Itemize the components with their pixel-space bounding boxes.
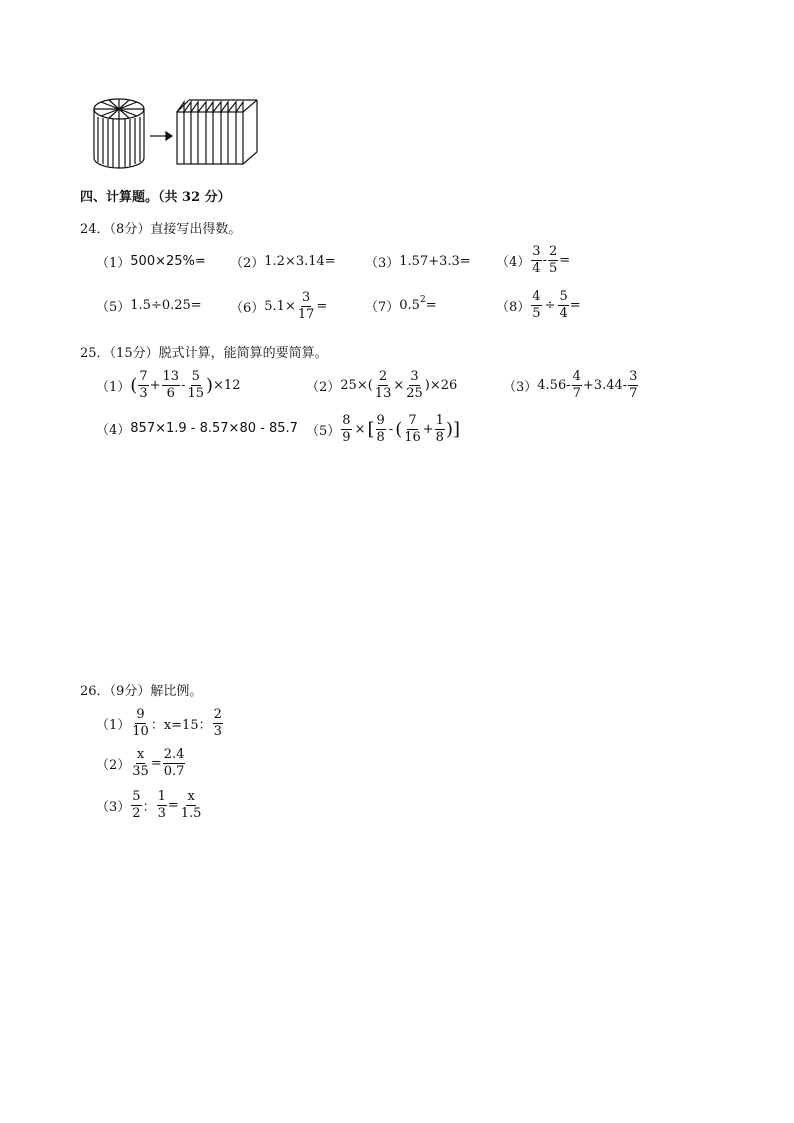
equals: = (569, 297, 581, 313)
item-label: （8） (496, 299, 531, 315)
fraction: $\frac{4}{7}$ (572, 369, 581, 401)
equals: = (316, 298, 328, 314)
item-label: （4） (496, 254, 531, 270)
fraction: $\frac{x}{1.5}$ (180, 789, 202, 821)
item-label: （6） (230, 300, 265, 316)
equals: = (425, 298, 437, 313)
q24-header: 24．（8分）直接写出得数。 (80, 222, 242, 237)
fraction: $\frac{13}{6}$ (162, 369, 180, 401)
item-label: （3） (503, 379, 538, 395)
fraction: $\frac{3}{4}$ (532, 244, 541, 276)
item-label: （2） (306, 379, 341, 395)
item-label: （2） (96, 757, 131, 773)
fraction: $\frac{2}{13}$ (374, 369, 392, 401)
item-label: （7） (365, 300, 400, 315)
operator: ÷ (544, 297, 556, 313)
fraction: $\frac{3}{25}$ (406, 369, 423, 401)
open-bracket: [ (367, 418, 375, 440)
fraction: $\frac{5}{15}$ (187, 369, 204, 401)
q24-item-2 (230, 252, 336, 271)
item-expression: 857×1.9 - 8.57×80 - 85.7 (130, 421, 298, 436)
expression-tail: )×26 (424, 377, 458, 393)
fraction: $\frac{9}{8}$ (376, 413, 385, 445)
fraction: $\frac{x}{35}$ (132, 747, 149, 779)
expression-middle: ：x=15： (150, 717, 212, 733)
expression-middle: +3.44- (582, 377, 628, 393)
q24-item-7 (365, 296, 437, 315)
item-expression: 1.2×3.14= (264, 254, 336, 269)
fraction: $\frac{1}{3}$ (157, 789, 166, 821)
item-label: （1） (96, 256, 131, 271)
q25-header: 25．（15分）脱式计算，能简算的要简算。 (80, 346, 328, 361)
power-exponent: 2 (419, 294, 426, 305)
section-title: 四、计算题。（共 32 分） (80, 190, 231, 205)
q25-problem-3 (503, 370, 639, 400)
fraction: $\frac{2.4}{0.7}$ (163, 747, 185, 779)
q25-problem-2 (306, 370, 457, 400)
q25-problem-1 (96, 370, 240, 400)
equals: = (150, 755, 162, 771)
fraction: $\frac{2}{5}$ (548, 244, 558, 276)
open-paren: ( (395, 418, 403, 440)
q24-item-4 (496, 245, 570, 275)
q26-problem-1 (96, 708, 224, 738)
arrow-icon (150, 132, 172, 140)
equals: = (167, 797, 179, 813)
expression-prefix: 4.56- (537, 377, 571, 393)
item-label: （2） (230, 256, 265, 271)
colon: ： (142, 799, 156, 815)
operator: × (354, 421, 366, 437)
fraction: $\frac{7}{16}$ (404, 413, 421, 445)
item-prefix: 5.1× (264, 298, 296, 314)
item-label: （1） (96, 379, 131, 395)
fraction: $\frac{3}{7}$ (629, 369, 638, 401)
fraction: $\frac{4}{5}$ (532, 289, 541, 321)
q24-item-8 (496, 290, 581, 320)
cylinder-drawing (94, 99, 144, 168)
fraction: $\frac{8}{9}$ (342, 413, 351, 445)
fraction: $\frac{9}{10}$ (132, 707, 149, 739)
close-paren: ) (206, 374, 214, 396)
operator: + (149, 377, 161, 393)
fraction: $\frac{3}{17}$ (297, 290, 315, 322)
q25-problem-4 (96, 419, 298, 438)
q24-item-6 (230, 291, 327, 321)
q24-item-1 (96, 252, 206, 271)
q26-problem-2 (96, 748, 186, 778)
q24-item-3 (365, 252, 471, 271)
item-expression: 1.5÷0.25= (130, 298, 202, 313)
item-expression: 500×25%= (130, 254, 206, 269)
power-base: 0.5 (399, 298, 420, 313)
q24-item-5 (96, 296, 202, 315)
operator: + (422, 421, 434, 437)
q26-header: 26．（9分）解比例。 (80, 684, 203, 699)
q26-problem-3 (96, 790, 203, 820)
q25-problem-5 (306, 414, 460, 444)
equals: = (559, 252, 571, 268)
cylinder-to-cuboid-figure (88, 96, 273, 170)
operator: × (393, 377, 405, 393)
fraction: $\frac{5}{4}$ (559, 289, 568, 321)
item-label: （4） (96, 423, 131, 438)
item-label: （1） (96, 717, 131, 733)
operator: - (181, 377, 186, 393)
close-bracket: ] (452, 418, 461, 440)
operator: - (388, 421, 394, 437)
close-paren: ) (445, 418, 453, 440)
item-label: （3） (365, 256, 400, 271)
cuboid-drawing (177, 100, 257, 164)
fraction: $\frac{7}{3}$ (139, 369, 148, 401)
expression-prefix: 25×( (340, 377, 373, 393)
fraction: $\frac{2}{3}$ (213, 707, 222, 739)
fraction: $\frac{5}{2}$ (132, 789, 141, 821)
item-label: （5） (96, 300, 131, 315)
fraction: $\frac{1}{8}$ (435, 413, 444, 445)
open-paren: ( (130, 374, 138, 396)
item-label: （5） (306, 423, 341, 439)
expression-tail: ×12 (213, 377, 241, 393)
item-expression: 1.57+3.3= (399, 254, 471, 269)
item-label: （3） (96, 799, 131, 815)
operator: - (542, 252, 547, 268)
